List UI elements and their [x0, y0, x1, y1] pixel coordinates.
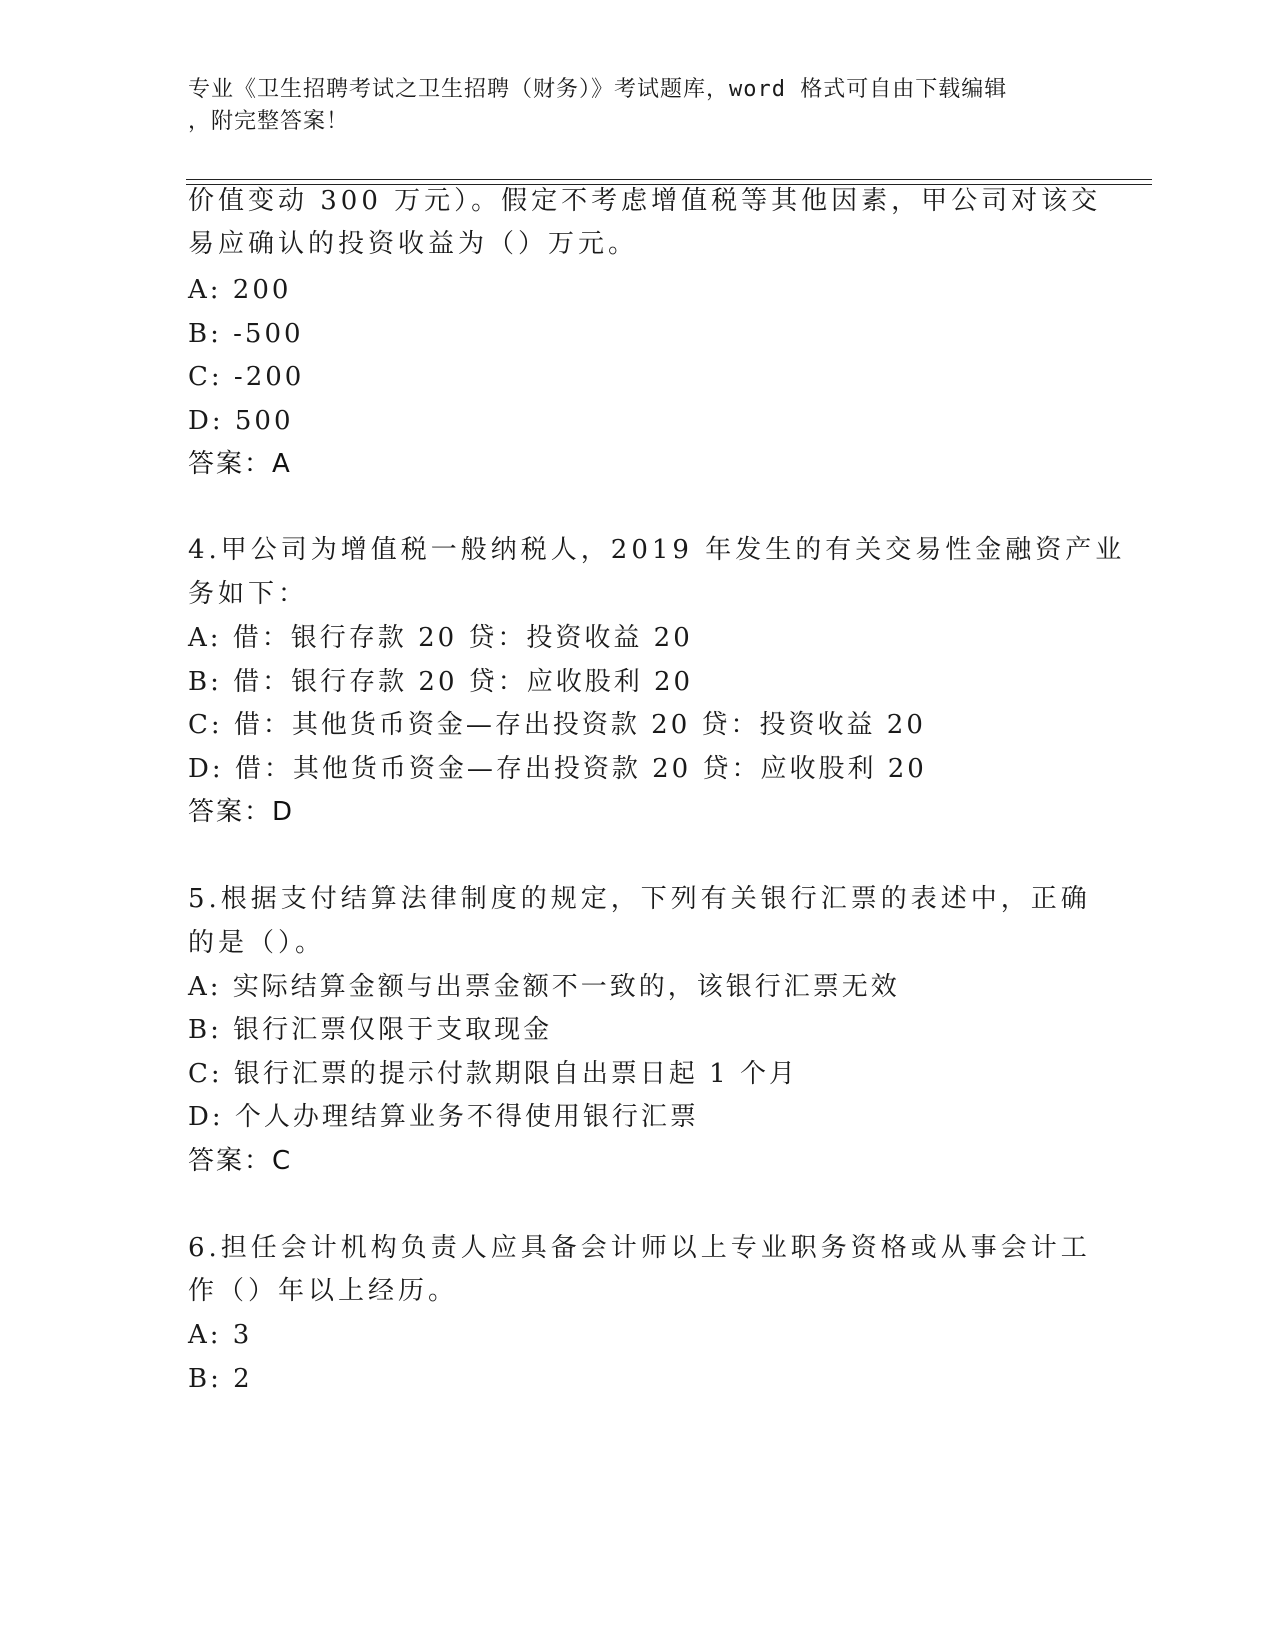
q3-answer: 答案：A — [188, 449, 292, 479]
header-subtitle-line: ，附完整答案！ — [188, 109, 350, 134]
q4-option-d: D: 借：其他货币资金—存出投资款 20 贷：应收股利 20 — [188, 754, 927, 784]
q4-answer: 答案：D — [188, 797, 295, 827]
q4-option-a: A: 借：银行存款 20 贷：投资收益 20 — [188, 623, 693, 653]
header-divider-bottom — [186, 184, 1152, 185]
q3-option-b: B: -500 — [188, 319, 304, 349]
q5-answer: 答案：C — [188, 1146, 293, 1176]
q5-option-a: A: 实际结算金额与出票金额不一致的，该银行汇票无效 — [188, 972, 900, 1002]
header-divider-top — [186, 179, 1152, 180]
q3-stem-line1: 价值变动 300 万元）。假定不考虑增值税等其他因素，甲公司对该交 — [188, 186, 1102, 216]
q4-option-c: C: 借：其他货币资金—存出投资款 20 贷：投资收益 20 — [188, 710, 926, 740]
q3-option-c: C: -200 — [188, 362, 305, 392]
q5-option-b: B: 银行汇票仅限于支取现金 — [188, 1015, 553, 1045]
q6-option-b: B: 2 — [188, 1364, 253, 1394]
q6-stem-line1: 6.担任会计机构负责人应具备会计师以上专业职务资格或从事会计工 — [188, 1233, 1091, 1263]
q5-stem-line2: 的是（）。 — [188, 928, 326, 958]
q3-option-d: D: 500 — [188, 406, 294, 436]
q4-stem-line1: 4.甲公司为增值税一般纳税人，2019 年发生的有关交易性金融资产业 — [188, 535, 1126, 565]
q4-stem-line2: 务如下： — [188, 579, 309, 609]
q3-stem-line2: 易应确认的投资收益为（）万元。 — [188, 229, 639, 259]
q3-option-a: A: 200 — [188, 275, 292, 305]
q6-option-a: A: 3 — [188, 1320, 253, 1350]
header-title-line: 专业《卫生招聘考试之卫生招聘（财务）》考试题库，word 格式可自由下载编辑 — [188, 77, 1008, 102]
q5-option-d: D: 个人办理结算业务不得使用银行汇票 — [188, 1102, 699, 1132]
q4-option-b: B: 借：银行存款 20 贷：应收股利 20 — [188, 667, 694, 697]
q5-option-c: C: 银行汇票的提示付款期限自出票日起 1 个月 — [188, 1059, 798, 1089]
q5-stem-line1: 5.根据支付结算法律制度的规定，下列有关银行汇票的表述中，正确 — [188, 884, 1091, 914]
q6-stem-line2: 作（）年以上经历。 — [188, 1276, 459, 1306]
document-header — [188, 74, 1068, 138]
